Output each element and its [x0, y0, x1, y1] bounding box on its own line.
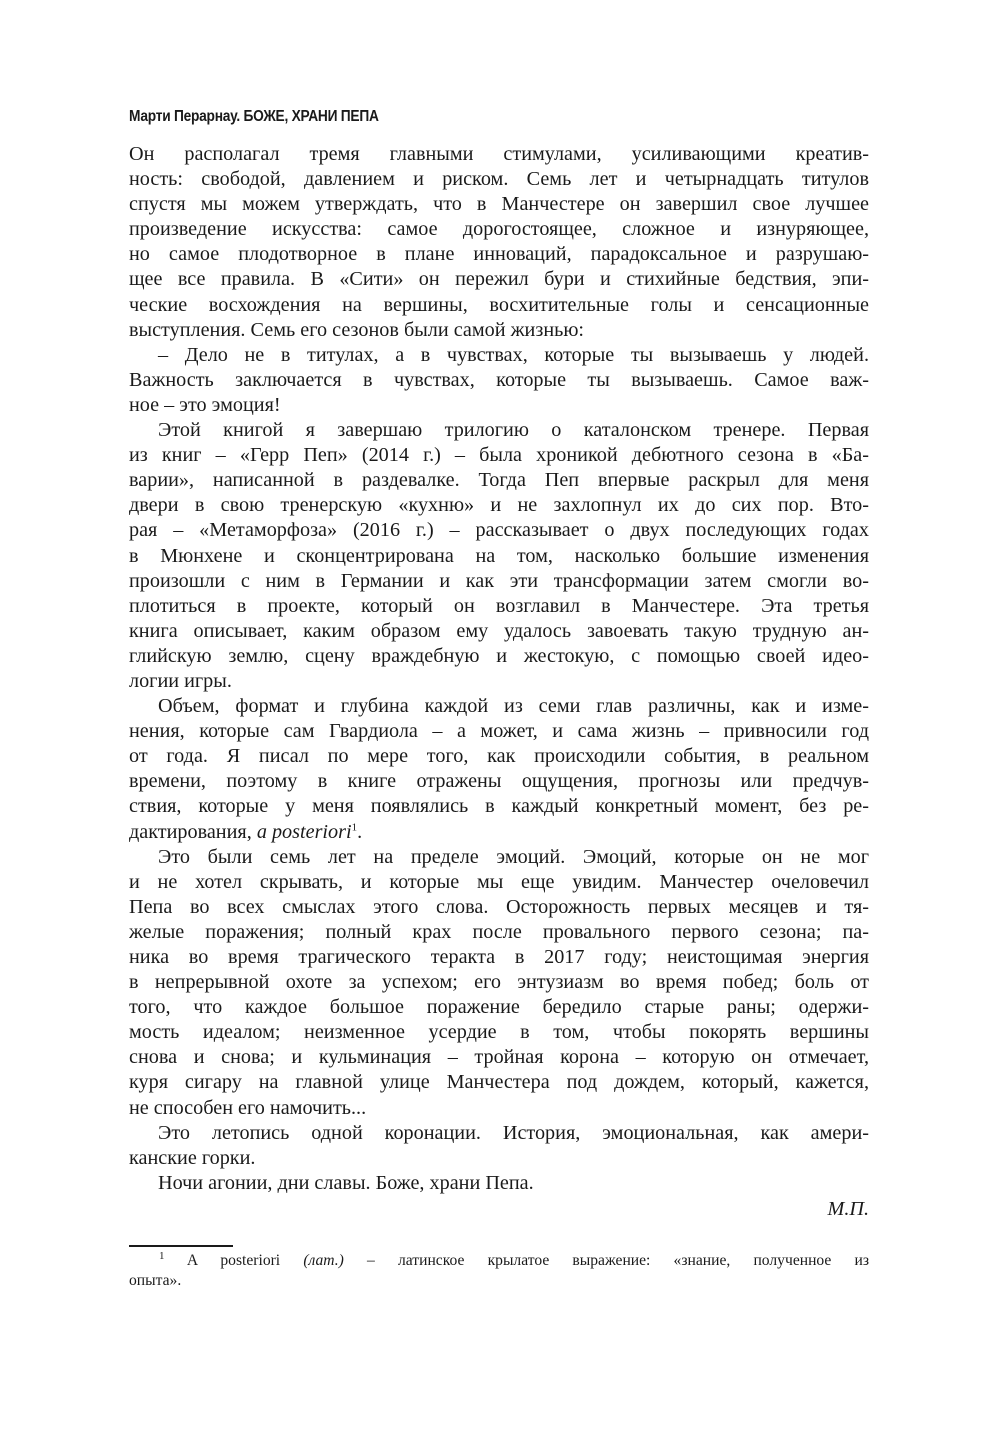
footnote-reference[interactable]: 1 [351, 820, 358, 833]
latin-term: a posteriori [256, 820, 352, 843]
paragraph-5 [129, 845, 869, 1121]
text-line: ника во время трагического теракта в 2017 году; неистощимая энергия [129, 946, 869, 968]
footnote-term: A posteriori [186, 1252, 281, 1270]
text-line: от года. Я писал по мере того, как происходили события, в реальном [129, 745, 869, 768]
paragraph-quote [129, 343, 869, 418]
text-line: логии игры. [129, 669, 232, 692]
text-line: ность: свободой, давлением и риском. Семь лет и четырнадцать титулов [129, 168, 869, 191]
text-line: двери в свою тренерскую «кухню» и не захлопнул их до сих пор. Вто- [129, 494, 869, 517]
text-line: Это были семь лет на пределе эмоций. Эмоций, которые он не мог [158, 845, 869, 868]
footnote-line: опыта». [129, 1272, 182, 1290]
text-line: глийскую землю, сцену враждебную и жестокую, с помощью своей идео- [129, 644, 869, 667]
text-line: Это летопись одной коронации. История, эмоциональная, как амери- [158, 1121, 869, 1144]
footnote-divider [129, 1245, 233, 1247]
text-line: ное – это эмоция! [129, 393, 281, 416]
text-line: Этой книгой я завершаю трилогию о каталонском тренере. Первая [158, 419, 869, 442]
text-fragment: . [357, 820, 363, 843]
paragraph-4 [129, 694, 869, 845]
text-line: того, что каждое большое поражение бередило старые раны; одержи- [129, 996, 869, 1019]
running-head: Марти Перарнау. БОЖЕ, ХРАНИ ПЕПА [129, 108, 379, 125]
text-line: книга описывает, каким образом ему удалось завоевать такую трудную ан- [129, 619, 869, 642]
paragraph-7 [129, 1171, 869, 1196]
text-line: ческие восхождения на вершины, восхитительные голы и сенсационные [129, 293, 869, 316]
text-line: произошли с ним в Германии и как эти трансформации затем смогли во- [129, 569, 869, 592]
text-line: произведение искусства: самое дорогостоящее, сложное и изнуряющее, [129, 218, 869, 241]
text-line: плотиться в проекте, который он возглавил в Манчестере. Эта третья [129, 594, 869, 617]
text-line: рая – «Метаморфоза» (2016 г.) – рассказывает о двух последующих годах [129, 519, 869, 542]
text-line: щее все правила. В «Сити» он пережил бури и стихийные бедствия, эпи- [129, 268, 869, 291]
text-line: в непрерывной охоте за успехом; его энтузиазм во время побед; боль от [129, 971, 869, 994]
text-line: нения, которые сам Гвардиола – а может, и сама жизнь – привносили год [129, 720, 869, 743]
text-line: выступления. Семь его сезонов были самой жизнью: [129, 318, 585, 341]
body-text [129, 142, 869, 1196]
footnote-line [129, 1251, 869, 1271]
footnote-lang-note: (лат.) [303, 1252, 344, 1270]
footnote-text: – латинское крылатое выражение: «знание, полученное из [343, 1252, 869, 1270]
text-fragment: дактирования, [129, 820, 257, 843]
footnote-number: 1 [159, 1251, 165, 1262]
text-line: ствия, которые у меня появлялись в каждый конкретный момент, без ре- [129, 795, 869, 818]
text-line: желые поражения; полный крах после провального первого сезона; па- [129, 920, 869, 943]
text-line: Объем, формат и глубина каждой из семи глав различны, как и изме- [158, 695, 869, 718]
text-line: куря сигару на главной улице Манчестера под дождем, который, кажется, [129, 1071, 869, 1094]
text-line: снова и снова; и кульминация – тройная корона – которую он отмечает, [129, 1046, 869, 1069]
text-line: Пепа во всех смыслах этого слова. Осторожность первых месяцев и тя- [129, 895, 869, 918]
book-page [129, 104, 869, 1291]
text-line: варии», написанной в раздевалке. Тогда Пеп впервые раскрыл для меня [129, 469, 869, 492]
text-line: мость идеалом; неизменное усердие в том, чтобы покорять вершины [129, 1021, 869, 1044]
text-line: и не хотел скрывать, и которые мы еще увидим. Манчестер очеловечил [129, 870, 869, 893]
text-line: в Мюнхене и сконцентрирована на том, насколько большие изменения [129, 544, 869, 567]
footnote [129, 1251, 869, 1291]
text-line: из книг – «Герр Пеп» (2014 г.) – была хроникой дебютного сезона в «Ба- [129, 444, 869, 467]
text-line: спустя мы можем утверждать, что в Манчестере он завершил свое лучшее [129, 193, 869, 216]
text-line: но самое плодотворное в плане инноваций, парадоксальное и разрушаю- [129, 243, 869, 266]
text-line: Ночи агонии, дни славы. Боже, храни Пепа. [158, 1171, 534, 1194]
paragraph-3 [129, 418, 869, 694]
text-line: не способен его намочить... [129, 1096, 367, 1119]
author-signature: М.П. [827, 1197, 869, 1220]
paragraph-6 [129, 1121, 869, 1171]
paragraph-1 [129, 142, 869, 343]
text-line: Он располагал тремя главными стимулами, усиливающими креатив- [129, 143, 869, 165]
text-line: Важность заключается в чувствах, которые ты вызываешь. Самое важ- [129, 368, 869, 391]
text-line: – Дело не в титулах, а в чувствах, которые ты вызываешь у людей. [158, 343, 869, 366]
text-line: времени, поэтому в книге отражены ощущения, прогнозы или предчув- [129, 770, 869, 793]
text-line: канские горки. [129, 1146, 256, 1169]
text-line [129, 820, 869, 845]
